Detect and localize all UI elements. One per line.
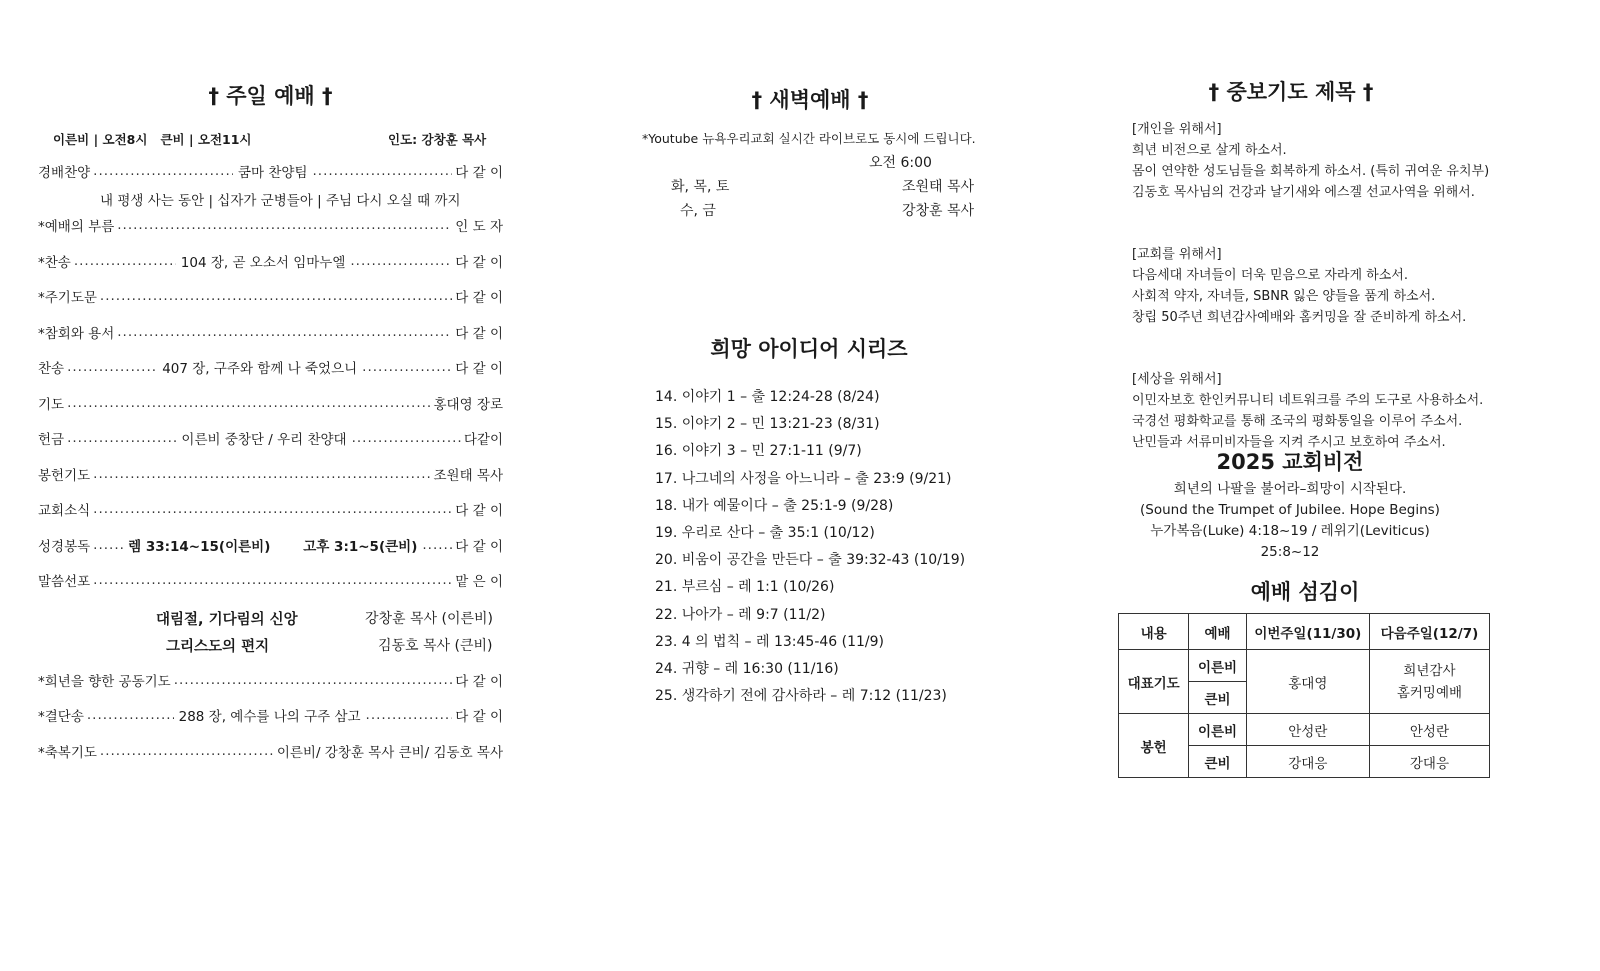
leader-dots [422,537,452,553]
leader-dots [100,288,452,304]
vision-line-3: 누가복음(Luke) 4:18~19 / 레위기(Leviticus) 25:8~12 [1150,523,1430,560]
table-row [1119,650,1490,682]
order-item-label: *희년을 향한 공동기도 [38,674,171,690]
order-item-person: 다 같 이 [455,290,503,306]
order-item-label: 찬송 [38,361,65,377]
prayer-group-heading: [세상을 위해서] [1132,372,1222,387]
sermon-title-1: 대림절, 기다림의 신앙 [156,612,298,628]
order-row [38,536,503,554]
dawn-pastor-1: 조원태 목사 [902,179,975,195]
rep-prayer-label: 대표기도 [1119,650,1189,714]
order-item-label: *참회와 용서 [38,326,115,342]
service-section [1118,575,1492,780]
order-item-person: 다 같 이 [455,326,503,342]
list-item: 23. 4 의 법칙 – 레 13:45-46 (11/9) [655,633,884,650]
order-row [38,429,503,447]
vision-line-1: 희년의 나팔을 불어라–희망이 시작된다. [1173,481,1407,497]
leader-dots [312,163,452,179]
order-item-person: 다 같 이 [455,361,503,377]
table-row [1119,714,1490,746]
leader-dots [74,253,176,269]
list-item: 21. 부르심 – 레 1:1 (10/26) [655,579,835,596]
prayer-group-heading: [교회를 위해서] [1132,247,1222,262]
leader-dots [100,743,274,759]
list-item: 17. 나그네의 사정을 아느니라 – 출 23:9 (9/21) [655,470,952,487]
rep-next-week: 희년감사 홈커밍예배 [1369,650,1489,714]
order-item-person: 조원태 목사 [433,468,503,484]
order-item-person: 홍대영 장로 [433,397,503,413]
order-item-person: 다 같 이 [455,503,503,519]
header-this-week: 이번주일(11/30) [1246,614,1369,650]
prayer-line: 난민들과 서류미비자들을 지켜 주시고 보호하여 주소서. [1132,435,1446,450]
prayer-line: 국경선 평화학교를 통해 조국의 평화통일을 이루어 주소서. [1132,414,1463,429]
order-row [38,394,503,412]
order-item-person: 맡 은 이 [455,574,503,590]
order-item-label: 말씀선포 [38,574,91,590]
leader-dots [117,324,452,340]
prayer-title: † 중보기도 제목 † [1208,80,1374,104]
table-header-row [1119,614,1490,650]
list-item: 15. 이야기 2 – 민 13:21-23 (8/31) [655,416,880,433]
rep-this-week: 홍대영 [1246,650,1369,714]
offering-late-next: 강대응 [1369,746,1489,778]
dawn-days-2: 수, 금 [680,203,716,219]
series-title: 희망 아이디어 시리즈 [710,337,908,361]
prayer-line: 희년 비전으로 살게 하소서. [1132,143,1287,158]
order-item-person: 다같이 [463,432,504,448]
hope-series-section [655,333,1015,713]
leader-dots [93,466,430,482]
leader-dots [352,430,461,446]
offering-late-this: 강대응 [1246,746,1369,778]
order-row [38,465,503,483]
header-next-week: 다음주일(12/7) [1369,614,1489,650]
order-item-detail: 288 장, 예수를 나의 구주 삼고 [178,709,361,725]
list-item: 20. 비움이 공간을 만든다 – 출 39:32-43 (10/19) [655,552,966,569]
order-item-label: 기도 [38,397,65,413]
order-item-label: 교회소식 [38,503,91,519]
order-item-detail: 렘 33:14~15(이른비) 고후 3:1~5(큰비) [128,539,418,555]
order-item-label: 경배찬양 [38,165,91,181]
order-item-label: *결단송 [38,709,84,725]
order-item-detail: 104 장, 곧 오소서 임마누엘 [180,255,346,271]
order-row [38,216,503,234]
praise-songs: 내 평생 사는 동안 | 십자가 군병들아 | 주님 다시 오실 때 까지 [100,193,461,209]
leader-dots [93,537,123,553]
prayer-line: 몸이 연약한 성도님들을 회복하게 하소서. (특히 귀여운 유치부) [1132,164,1490,179]
service-table [1118,613,1490,778]
prayer-line: 이민자보호 한인커뮤니티 네트워크를 주의 도구로 사용하소서. [1132,393,1484,408]
service-title: 예배 섬김이 [1250,580,1360,604]
order-item-detail: 이른비 중창단 / 우리 찬양대 [181,432,347,448]
dawn-title: † 새벽예배 † [751,88,869,112]
order-row [38,162,503,180]
dawn-worship-section [640,80,1000,240]
leader-dots [93,572,452,588]
late-label: 큰비 [1189,746,1246,778]
sermon-preacher-2: 김동호 목사 (큰비) [378,638,493,654]
header-service: 예배 [1189,614,1246,650]
order-row [38,287,503,305]
leader-dots [366,707,453,723]
sermon-title-2: 그리스도의 편지 [166,639,270,655]
leader-dots [350,253,452,269]
order-item-label: *주기도문 [38,290,97,306]
order-row [38,358,503,376]
order-item-label: *찬송 [38,255,71,271]
early-label: 이른비 [1189,650,1246,682]
leader-dots [87,707,174,723]
list-item: 22. 나아가 – 레 9:7 (11/2) [655,606,826,623]
order-row [38,252,503,270]
order-item-person: 이른비/ 강창훈 목사 큰비/ 김동호 목사 [276,745,503,761]
sermon-preacher-1: 강창훈 목사 (이른비) [365,611,494,627]
order-item-label: *예배의 부름 [38,219,115,235]
list-item: 14. 이야기 1 – 출 12:24-28 (8/24) [655,389,880,405]
order-item-label: 봉헌기도 [38,468,91,484]
order-row [38,706,503,724]
list-item: 25. 생각하기 전에 감사하라 – 레 7:12 (11/23) [655,688,947,705]
leader-dots [362,359,452,375]
offering-label: 봉헌 [1119,714,1189,778]
order-item-label: 헌금 [38,432,65,448]
prayer-line: 김동호 목사님의 건강과 날기새와 에스겔 선교사역을 위해서. [1132,185,1475,200]
list-item: 16. 이야기 3 – 민 27:1-11 (9/7) [655,443,862,460]
header-content: 내용 [1119,614,1189,650]
list-item: 19. 우리로 산다 – 출 35:1 (10/12) [655,525,875,541]
dawn-pastor-2: 강창훈 목사 [902,203,975,219]
order-item-person: 다 같 이 [455,165,504,181]
order-item-person: 다 같 이 [455,674,503,690]
order-item-person: 다 같 이 [455,709,503,725]
late-label: 큰비 [1189,682,1246,714]
sunday-title: † 주일 예배 † [208,84,333,108]
vision-line-2: (Sound the Trumpet of Jubilee. Hope Begins) [1140,502,1440,518]
vision-section [1120,446,1460,560]
order-item-label: *축복기도 [38,745,97,761]
dawn-note: *Youtube 뉴욕우리교회 실시간 라이브로도 동시에 드립니다. [642,131,976,146]
service-times: 이른비 | 오전8시 큰비 | 오전11시 [53,132,252,147]
vision-title: 2025 교회비전 [1216,450,1364,474]
order-row [38,323,503,341]
prayer-line: 사회적 약자, 자녀들, SBNR 잃은 양들을 품게 하소서. [1132,289,1436,304]
offering-early-next: 안성란 [1369,714,1489,746]
order-item-person: 인 도 자 [455,219,503,235]
leader-dots [174,672,453,688]
order-row [38,500,503,518]
list-item: 24. 귀향 – 레 16:30 (11/16) [655,661,839,677]
order-item-person: 다 같 이 [455,539,504,555]
leader: 인도: 강창훈 목사 [388,132,487,147]
order-row [38,571,503,589]
leader-dots [67,359,157,375]
early-label: 이른비 [1189,714,1246,746]
leader-dots [117,217,452,233]
leader-dots [93,501,452,517]
dawn-time: 오전 6:00 [869,155,932,171]
prayer-line: 다음세대 자녀들이 더욱 믿음으로 자라게 하소서. [1132,268,1408,283]
leader-dots [67,430,176,446]
order-item-person: 다 같 이 [455,255,503,271]
prayer-section [1132,76,1552,450]
list-item: 18. 내가 예물이다 – 출 25:1-9 (9/28) [655,497,894,514]
order-row [38,742,503,760]
sunday-worship-section [38,75,508,775]
prayer-group-heading: [개인을 위해서] [1132,122,1222,137]
prayer-line: 창립 50주년 희년감사예배와 홈커밍을 잘 준비하게 하소서. [1132,310,1467,325]
offering-early-this: 안성란 [1246,714,1369,746]
order-item-detail: 쿰마 찬양팀 [237,165,308,181]
order-item-label: 성경봉독 [38,539,91,555]
order-row [38,671,503,689]
order-item-detail: 407 장, 구주와 함께 나 죽었으니 [162,361,358,377]
dawn-days-1: 화, 목, 토 [671,179,730,195]
leader-dots [93,163,233,179]
leader-dots [67,395,430,411]
